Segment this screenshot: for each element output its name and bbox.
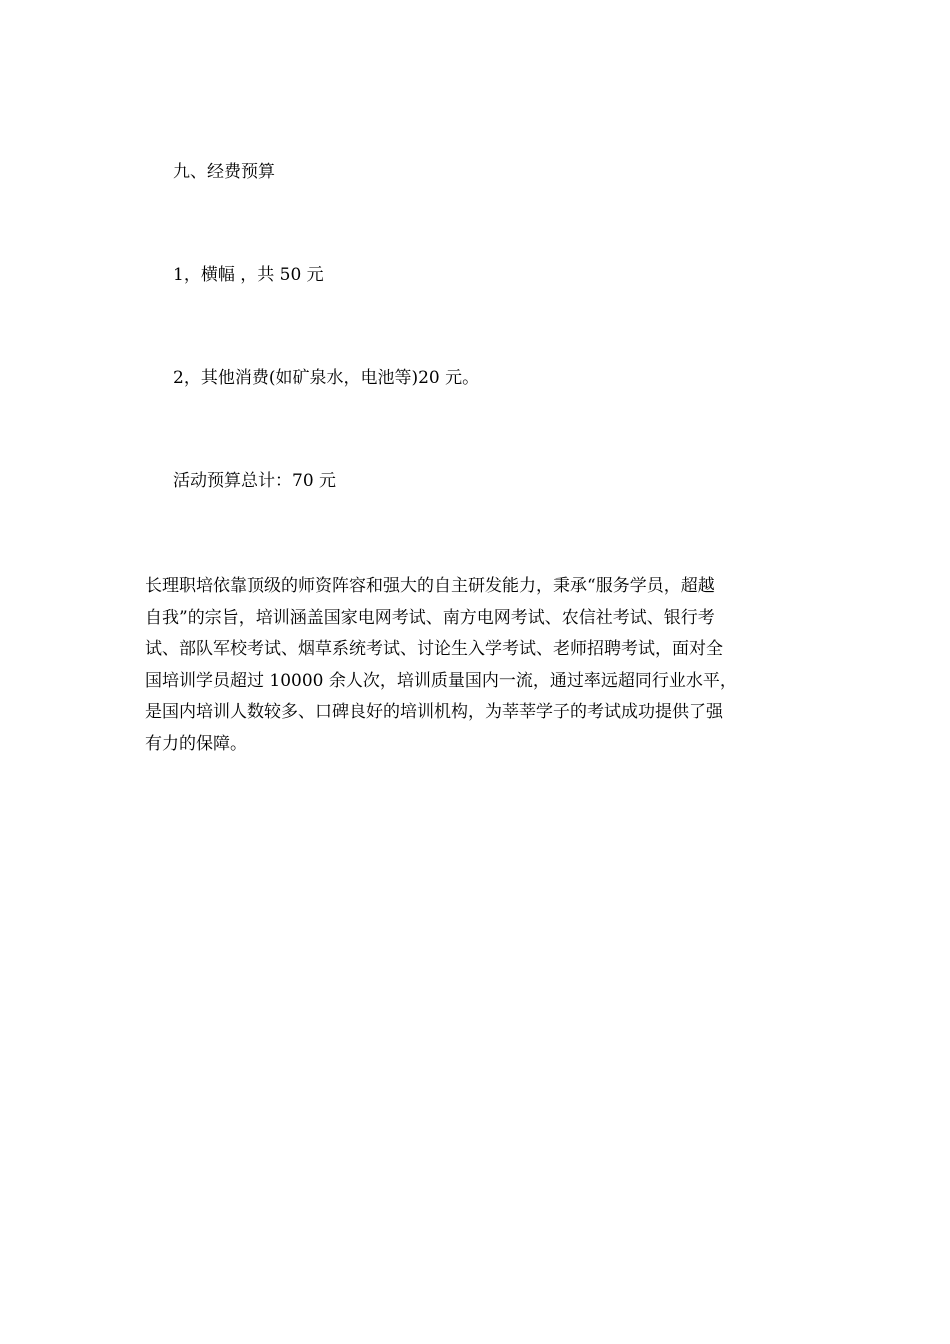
- budget-item-other: 2，其他消费(如矿泉水，电池等)20 元。: [173, 368, 480, 388]
- budget-heading: 九、经费预算: [173, 162, 275, 182]
- promo-paragraph: [145, 571, 810, 760]
- budget-total: 活动预算总计：70 元: [173, 471, 337, 491]
- budget-item-banner: 1，横幅 ，共 50 元: [173, 265, 324, 285]
- promo-line: 试、部队军校考试、烟草系统考试、讨论生入学考试、老师招聘考试，面对全: [145, 639, 723, 659]
- promo-line: 有力的保障。: [145, 733, 247, 754]
- promo-line: 国培训学员超过 10000 余人次，培训质量国内一流，通过率远超同行业水平，: [145, 670, 737, 691]
- promo-line: 是国内培训人数较多、口碑良好的培训机构，为莘莘学子的考试成功提供了强: [145, 702, 723, 722]
- promo-line: 自我”的宗旨，培训涵盖国家电网考试、南方电网考试、农信社考试、银行考: [145, 607, 715, 628]
- promo-line: 长理职培依靠顶级的师资阵容和强大的自主研发能力，秉承“服务学员，超越: [145, 576, 715, 596]
